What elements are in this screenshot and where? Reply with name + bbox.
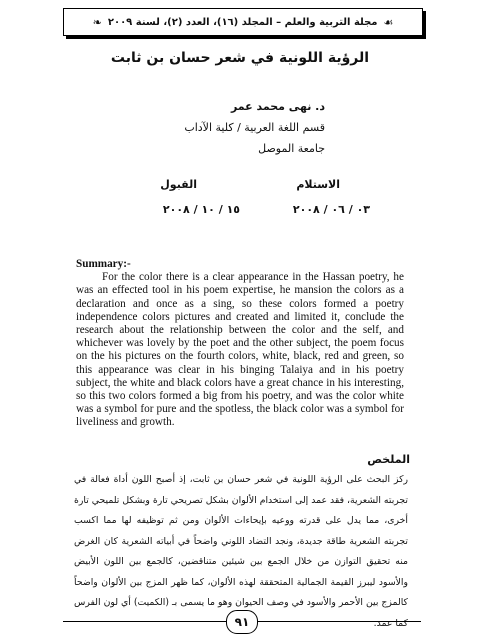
page-number: ٩١: [226, 610, 258, 634]
author-block: [184, 96, 325, 159]
journal-line: مجلة التربية والعلم – المجلد (١٦)، العدد (٢)، لسنة ٢٠٠٩: [107, 16, 378, 28]
accepted-label: القبول: [160, 178, 197, 191]
received-date: ٠٣ / ٠٦ / ٢٠٠٨: [292, 203, 370, 216]
header-ornament-left-icon: ❧: [92, 15, 102, 29]
journal-header: [63, 8, 423, 36]
arabic-abstract-label: الملخص: [367, 453, 410, 466]
author-name: د. نهى محمد عمر: [230, 100, 325, 113]
received-label: الاستلام: [296, 178, 340, 191]
paper-title: الرؤية اللونية في شعر حسان بن ثابت: [110, 50, 370, 66]
summary-label: Summary:-: [76, 258, 131, 270]
author-university: جامعة الموصل: [258, 142, 325, 155]
summary-text: For the color there is a clear appearance in the Hassan poetry, he was an effected tool in his poem expertise, he mansion the colors as a declaration and once as a sing, so these colors formed a poetry independence colors pictures and created and limited it, conclude the research about the relationship between the color and the self, and whichever was lovely by the poet and the other subject, the poem focus on the his pictures on the fourth colors, white, black, red and green, so this appearance was clear in his binging Talaiya and in his poetry subject, the white and black colors have a great chance in his interesting, so this two colors formed a big from his poetry, and was the color white was a symbol for pure and the spotless, the black color was a symbol for liveliness and growth.: [76, 271, 404, 429]
arabic-abstract-text: ركز البحث على الرؤية اللونية في شعر حسان بن ثابت، إذ أصبح اللون أداة فعالة في تجربته الشعرية، فقد عمد إلى استخدام الألوان بشكل تصريحي تارة وبشكل تلميحي تارة أخرى، مما يدل على قدرته ووعيه بإيحاءات الألوان ومن ثم توظيفه لها مما اكسب تجربته الشعرية طاقة جديدة، ونجد التضاد اللوني واضحاً في أبياته الشعرية كان الغرض منه تحقيق التوازن من خلال الجمع بين شيئين متناقضين، كالجمع بين اللون الأبيض والأسود ليبرز القيمة الجمالية المتحققة لهذه الألوان، كما ظهر المزج بين الألوان واضحاً كالمزج بين الأحمر والأسود في وصف الحيوان وهو ما يسمى بـ (الكميت) أي لون الفرس كما عمد.: [74, 474, 408, 629]
english-summary: [76, 258, 404, 430]
header-ornament-right-icon: ☙: [383, 15, 394, 29]
accepted-date: ١٥ / ١٠ / ٢٠٠٨: [162, 203, 240, 216]
author-department: قسم اللغة العربية / كلية الآداب: [184, 121, 325, 134]
